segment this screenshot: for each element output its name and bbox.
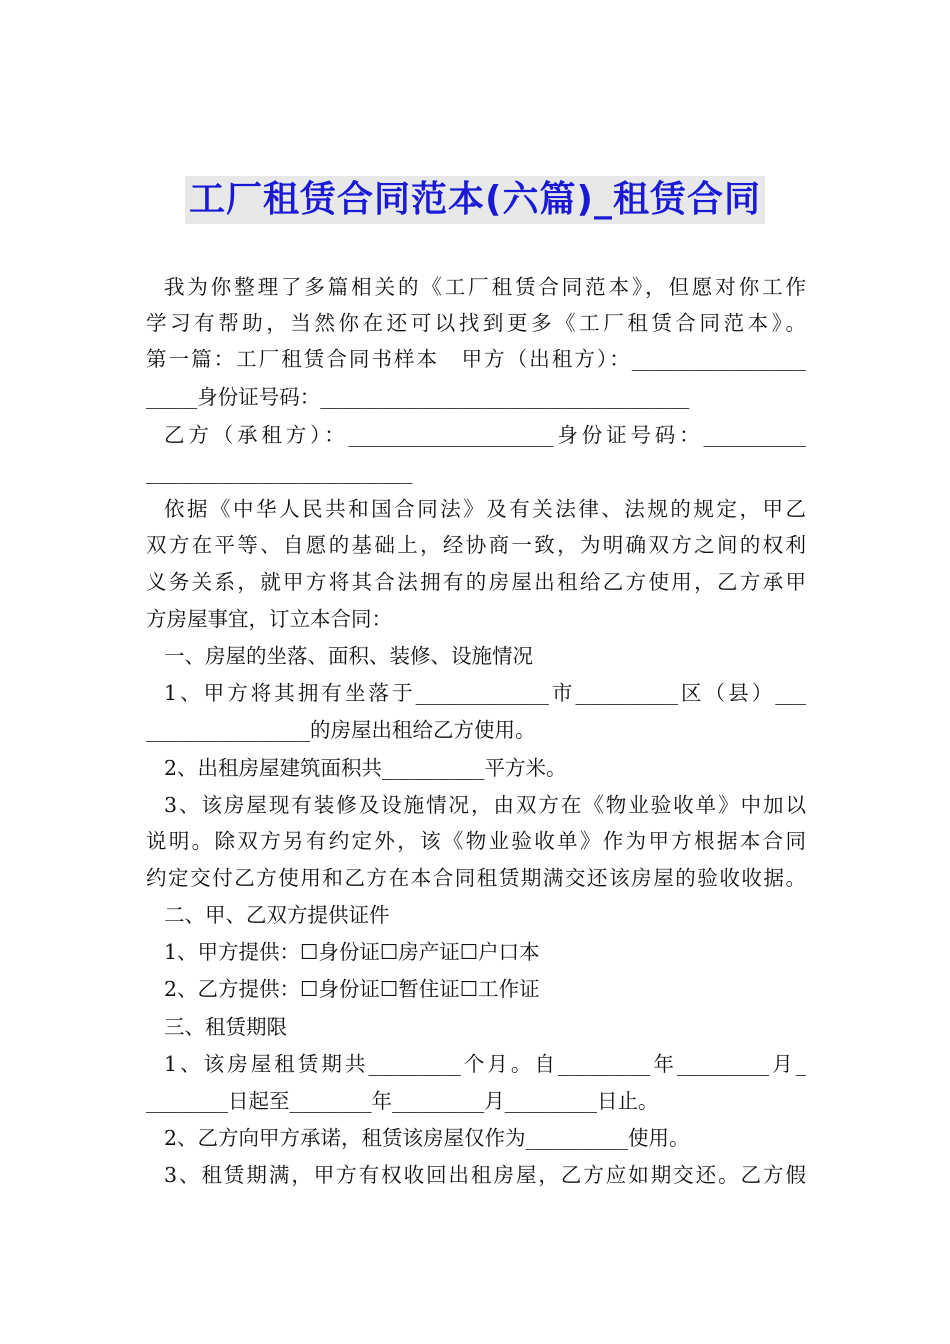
clause-3-2: 2、乙方向甲方承诺，租赁该房屋仅作为__________使用。 bbox=[164, 1126, 690, 1150]
intro-line-2: 学习有帮助，当然你在还可以找到更多《工厂租赁合同范本》。 bbox=[146, 311, 806, 335]
section-one-heading: 一、房屋的坐落、面积、装修、设施情况 bbox=[164, 644, 533, 668]
clause-1-2: 2、出租房屋建筑面积共__________平方米。 bbox=[164, 756, 567, 780]
preamble-line-4: 方房屋事宜，订立本合同： bbox=[146, 607, 392, 631]
document-title: 工厂租赁合同范本(六篇)_租赁合同 bbox=[185, 176, 765, 224]
document-title-wrap bbox=[0, 176, 950, 224]
lessee-id-line: __________________________ bbox=[146, 460, 413, 484]
lessor-id-line: _____身份证号码：____________________________________ bbox=[146, 385, 690, 409]
section-three-heading: 三、租赁期限 bbox=[164, 1015, 287, 1039]
preamble-line-1: 依据《中华人民共和国合同法》及有关法律、法规的规定，甲乙 bbox=[164, 497, 806, 521]
part-one-heading-line: 第一篇：工厂租赁合同书样本 甲方（出租方）：_________________ bbox=[146, 347, 806, 371]
clause-3-1-line-1: 1、该房屋租赁期共_________个月。自_________年_________月_ bbox=[164, 1052, 806, 1076]
clause-2-2: 2、乙方提供：☐身份证☐暂住证☐工作证 bbox=[164, 977, 540, 1001]
clause-1-3-line-1: 3、该房屋现有装修及设施情况，由双方在《物业验收单》中加以 bbox=[164, 793, 806, 817]
clause-1-1-line-1: 1、甲方将其拥有坐落于_____________市__________区（县）___ bbox=[164, 681, 806, 705]
section-two-heading: 二、甲、乙双方提供证件 bbox=[164, 903, 390, 927]
lessee-line: 乙方（承租方）：____________________身份证号码：__________ bbox=[164, 423, 806, 447]
clause-1-3-line-3: 约定交付乙方使用和乙方在本合同租赁期满交还该房屋的验收收据。 bbox=[146, 866, 806, 890]
clause-1-3-line-2: 说明。除双方另有约定外，该《物业验收单》作为甲方根据本合同 bbox=[146, 829, 806, 853]
intro-line-1: 我为你整理了多篇相关的《工厂租赁合同范本》，但愿对你工作 bbox=[164, 275, 806, 299]
clause-3-3-line-1: 3、租赁期满，甲方有权收回出租房屋，乙方应如期交还。乙方假 bbox=[164, 1163, 806, 1187]
preamble-line-2: 双方在平等、自愿的基础上，经协商一致，为明确双方之间的权利 bbox=[146, 533, 806, 557]
preamble-line-3: 义务关系，就甲方将其合法拥有的房屋出租给乙方使用，乙方承甲 bbox=[146, 570, 806, 594]
clause-2-1: 1、甲方提供：☐身份证☐房产证☐户口本 bbox=[164, 940, 540, 964]
clause-3-1-line-2: ________日起至________年_________月_________日止。 bbox=[146, 1089, 659, 1113]
clause-1-1-line-2: ________________的房屋出租给乙方使用。 bbox=[146, 718, 536, 742]
